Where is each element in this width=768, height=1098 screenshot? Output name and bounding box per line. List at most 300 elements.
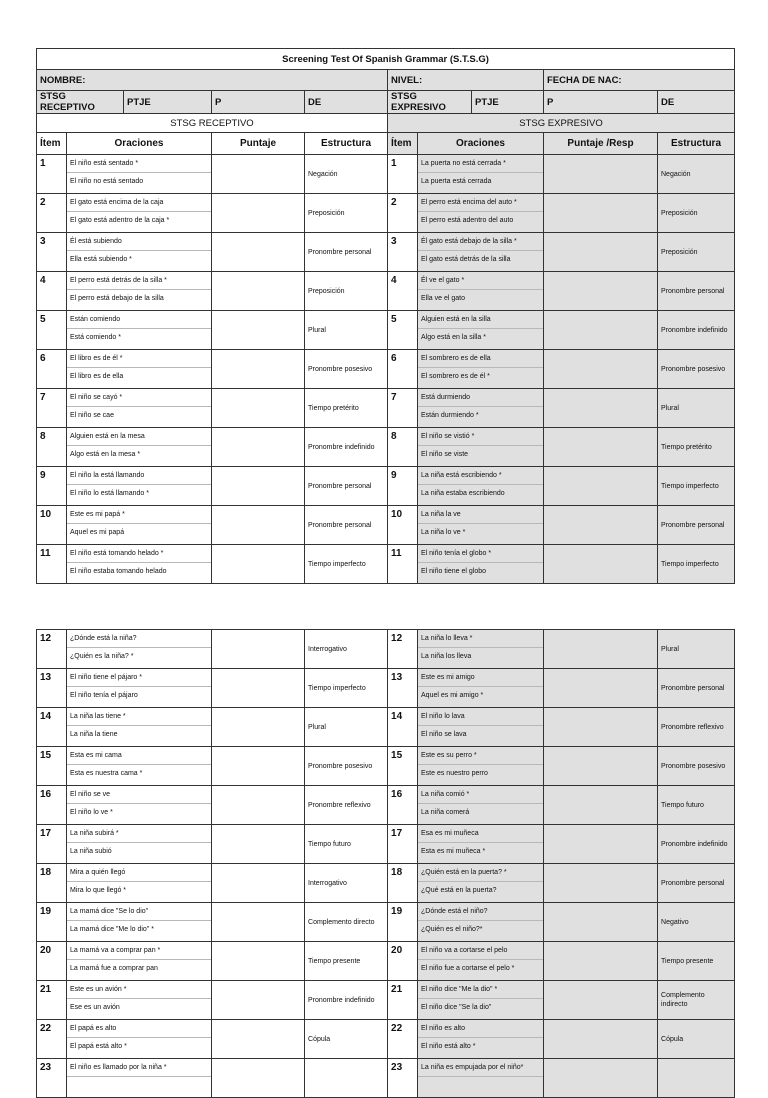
- puntaje-resp-cell[interactable]: [544, 786, 658, 825]
- receptive-sentences: [67, 389, 212, 428]
- expressive-sentences: [418, 630, 544, 669]
- nivel-field[interactable]: NIVEL:: [388, 70, 544, 91]
- receptive-structure: Pronombre personal: [305, 506, 388, 545]
- col-item: Ítem: [37, 133, 67, 155]
- expressive-sentence-a: Él ve el gato *: [421, 277, 465, 284]
- p-receptivo-field[interactable]: P: [212, 91, 305, 114]
- expressive-structure: Preposición: [658, 233, 735, 272]
- expressive-sentence-a: La niña es empujada por el niño*: [421, 1064, 524, 1071]
- table-row: [37, 194, 735, 233]
- table-row: [37, 311, 735, 350]
- table-row: [37, 506, 735, 545]
- receptive-structure: Negación: [305, 155, 388, 194]
- receptive-sentence-b: Esta es nuestra cama *: [67, 764, 211, 782]
- expressive-sentences: [418, 155, 544, 194]
- receptive-sentences: [67, 233, 212, 272]
- expressive-sentence-b: El niño se lava: [418, 725, 543, 743]
- receptive-sentences: [67, 545, 212, 584]
- receptive-sentence-b: El libro es de ella: [67, 367, 211, 385]
- col-puntaje: Puntaje: [212, 133, 305, 155]
- expressive-sentence-a: Este es mi amigo: [421, 674, 475, 681]
- item-number: 2: [37, 194, 67, 233]
- item-number-2: 14: [388, 708, 418, 747]
- expressive-sentences: [418, 1020, 544, 1059]
- item-number: 20: [37, 942, 67, 981]
- expressive-sentence-b: El gato está detrás de la silla: [418, 250, 543, 268]
- expressive-structure: Negación: [658, 155, 735, 194]
- receptive-structure: Tiempo pretérito: [305, 389, 388, 428]
- expressive-sentences: [418, 389, 544, 428]
- expressive-sentence-a: Él gato está debajo de la silla *: [421, 238, 517, 245]
- col-oraciones-2: Oraciones: [418, 133, 544, 155]
- item-number-2: 17: [388, 825, 418, 864]
- puntaje-cell[interactable]: [212, 708, 305, 747]
- receptive-structure: Tiempo futuro: [305, 825, 388, 864]
- expressive-sentence-a: La niña lo lleva *: [421, 635, 473, 642]
- puntaje-resp-cell[interactable]: [544, 864, 658, 903]
- expressive-sentences: [418, 428, 544, 467]
- expressive-sentences: [418, 350, 544, 389]
- de-receptivo-field[interactable]: DE: [305, 91, 388, 114]
- table-row: [37, 1020, 735, 1059]
- receptive-sentence-a: El niño es llamado por la niña *: [70, 1064, 167, 1071]
- expressive-structure: Tiempo pretérito: [658, 428, 735, 467]
- receptive-sentence-a: Él está subiendo: [70, 238, 122, 245]
- receptive-sentence-b: Algo está en la mesa *: [67, 445, 211, 463]
- receptive-sentences: [67, 1059, 212, 1098]
- receptive-structure: Complemento directo: [305, 903, 388, 942]
- item-number-2: 9: [388, 467, 418, 506]
- expressive-sentence-b: La niña lo ve *: [418, 523, 543, 541]
- table-row: [37, 942, 735, 981]
- receptive-structure: Preposición: [305, 194, 388, 233]
- expressive-sentence-b: ¿Qué está en la puerta?: [418, 881, 543, 899]
- receptive-sentences: [67, 903, 212, 942]
- expressive-sentences: [418, 669, 544, 708]
- expressive-sentence-a: El niño lo lava: [421, 713, 465, 720]
- puntaje-cell[interactable]: [212, 942, 305, 981]
- item-number-2: 13: [388, 669, 418, 708]
- puntaje-resp-cell[interactable]: [544, 155, 658, 194]
- expressive-sentence-b: [418, 1076, 543, 1094]
- receptive-sentences: [67, 311, 212, 350]
- puntaje-cell[interactable]: [212, 1059, 305, 1098]
- item-number: 14: [37, 708, 67, 747]
- receptive-sentence-a: El niño se cayó *: [70, 394, 123, 401]
- expressive-sentences: [418, 545, 544, 584]
- expressive-sentence-a: Alguien está en la silla: [421, 316, 491, 323]
- receptive-structure: Interrogativo: [305, 864, 388, 903]
- expressive-structure: Pronombre personal: [658, 669, 735, 708]
- receptive-sentence-b: El gato está adentro de la caja *: [67, 211, 211, 229]
- puntaje-resp-cell[interactable]: [544, 272, 658, 311]
- expressive-sentence-a: El niño tenía el globo *: [421, 550, 492, 557]
- table-row: [37, 467, 735, 506]
- receptive-structure: Tiempo presente: [305, 942, 388, 981]
- receptive-sentence-a: Este es mi papá *: [70, 511, 125, 518]
- receptive-sentence-a: La mamá dice "Se lo dio": [70, 908, 149, 915]
- receptive-structure: Plural: [305, 708, 388, 747]
- puntaje-resp-cell[interactable]: [544, 903, 658, 942]
- receptive-structure: Pronombre personal: [305, 233, 388, 272]
- puntaje-cell[interactable]: [212, 903, 305, 942]
- item-number: 7: [37, 389, 67, 428]
- receptive-sentence-a: ¿Dónde está la niña?: [70, 635, 137, 642]
- item-number-2: 12: [388, 630, 418, 669]
- receptive-sentences: [67, 942, 212, 981]
- receptive-sentence-b: [67, 1076, 211, 1094]
- item-number: 3: [37, 233, 67, 272]
- expressive-structure: Tiempo futuro: [658, 786, 735, 825]
- item-number: 21: [37, 981, 67, 1020]
- puntaje-resp-cell[interactable]: [544, 942, 658, 981]
- table-row: [37, 903, 735, 942]
- receptive-sentence-a: La niña las tiene *: [70, 713, 126, 720]
- expressive-structure: Plural: [658, 630, 735, 669]
- puntaje-cell[interactable]: [212, 545, 305, 584]
- item-number-2: 5: [388, 311, 418, 350]
- stsg-form-page2: [36, 629, 735, 1098]
- de-expresivo-field[interactable]: DE: [658, 91, 735, 114]
- item-number-2: 2: [388, 194, 418, 233]
- expressive-sentence-a: ¿Quién está en la puerta? *: [421, 869, 507, 876]
- expressive-sentence-a: La puerta no está cerrada *: [421, 160, 506, 167]
- table-row: [37, 825, 735, 864]
- expressive-structure: Pronombre indefinido: [658, 311, 735, 350]
- expressive-sentence-a: Esa es mi muñeca: [421, 830, 479, 837]
- expressive-structure: Preposición: [658, 194, 735, 233]
- form-title: Screening Test Of Spanish Grammar (S.T.S.G): [37, 49, 735, 70]
- receptive-sentence-b: La niña subió: [67, 842, 211, 860]
- col-estructura: Estructura: [305, 133, 388, 155]
- col-oraciones: Oraciones: [67, 133, 212, 155]
- receptive-sentence-b: El papá está alto *: [67, 1037, 211, 1055]
- item-number-2: 6: [388, 350, 418, 389]
- fecha-nac-field[interactable]: FECHA DE NAC:: [544, 70, 735, 91]
- puntaje-resp-cell[interactable]: [544, 428, 658, 467]
- item-number-2: 22: [388, 1020, 418, 1059]
- item-number-2: 3: [388, 233, 418, 272]
- item-number-2: 10: [388, 506, 418, 545]
- receptive-structure: Plural: [305, 311, 388, 350]
- expressive-sentence-a: El perro está encima del auto *: [421, 199, 517, 206]
- receptive-sentence-b: Está comiendo *: [67, 328, 211, 346]
- table-row: [37, 630, 735, 669]
- expressive-sentence-a: Este es su perro *: [421, 752, 477, 759]
- ptje-expresivo-field[interactable]: PTJE: [472, 91, 544, 114]
- receptive-structure: Interrogativo: [305, 630, 388, 669]
- expressive-sentences: [418, 233, 544, 272]
- expressive-sentences: [418, 825, 544, 864]
- item-number-2: 4: [388, 272, 418, 311]
- receptive-sentences: [67, 194, 212, 233]
- table-row: [37, 155, 735, 194]
- expressive-sentences: [418, 1059, 544, 1098]
- item-number: 5: [37, 311, 67, 350]
- table-row: [37, 428, 735, 467]
- expressive-structure: Cópula: [658, 1020, 735, 1059]
- expressive-sentence-a: El niño se vistió *: [421, 433, 475, 440]
- item-number-2: 20: [388, 942, 418, 981]
- item-number: 19: [37, 903, 67, 942]
- receptive-sentence-a: El papá es alto: [70, 1025, 117, 1032]
- receptive-sentence-b: Aquel es mi papá: [67, 523, 211, 541]
- expressive-structure: [658, 1059, 735, 1098]
- expressive-structure: Tiempo imperfecto: [658, 545, 735, 584]
- item-number-2: 18: [388, 864, 418, 903]
- puntaje-cell[interactable]: [212, 669, 305, 708]
- puntaje-cell[interactable]: [212, 747, 305, 786]
- table-row: [37, 545, 735, 584]
- receptive-sentence-b: Mira lo que llegó *: [67, 881, 211, 899]
- receptive-sentences: [67, 428, 212, 467]
- receptive-sentence-b: Ese es un avión: [67, 998, 211, 1016]
- receptive-sentences: [67, 630, 212, 669]
- puntaje-cell[interactable]: [212, 389, 305, 428]
- expressive-sentence-b: Aquel es mi amigo *: [418, 686, 543, 704]
- receptive-sentence-b: El niño se cae: [67, 406, 211, 424]
- puntaje-resp-cell[interactable]: [544, 630, 658, 669]
- receptive-structure: Pronombre personal: [305, 467, 388, 506]
- expressive-sentence-a: La niña está escribiendo *: [421, 472, 502, 479]
- puntaje-cell[interactable]: [212, 155, 305, 194]
- expressive-sentence-b: El niño se viste: [418, 445, 543, 463]
- expressive-sentence-b: El perro está adentro del auto: [418, 211, 543, 229]
- item-number: 6: [37, 350, 67, 389]
- expressive-sentence-a: La niña comió *: [421, 791, 470, 798]
- receptive-sentence-a: La niña subirá *: [70, 830, 119, 837]
- table-row: [37, 389, 735, 428]
- item-number: 10: [37, 506, 67, 545]
- puntaje-resp-cell[interactable]: [544, 311, 658, 350]
- expressive-sentence-b: El niño fue a cortarse el pelo *: [418, 959, 543, 977]
- puntaje-resp-cell[interactable]: [544, 194, 658, 233]
- expressive-sentence-a: El niño va a cortarse el pelo: [421, 947, 508, 954]
- puntaje-resp-cell[interactable]: [544, 981, 658, 1020]
- item-number-2: 23: [388, 1059, 418, 1098]
- expressive-sentences: [418, 864, 544, 903]
- puntaje-cell[interactable]: [212, 467, 305, 506]
- table-row: [37, 786, 735, 825]
- expressive-structure: Pronombre personal: [658, 506, 735, 545]
- table-row: [37, 1059, 735, 1098]
- item-number: 11: [37, 545, 67, 584]
- receptive-sentences: [67, 825, 212, 864]
- receptive-sentences: [67, 506, 212, 545]
- expressive-sentences: [418, 708, 544, 747]
- receptive-sentence-a: El niño está sentado *: [70, 160, 139, 167]
- puntaje-cell[interactable]: [212, 428, 305, 467]
- receptive-sentence-a: El niño se ve: [70, 791, 111, 798]
- table-row: [37, 864, 735, 903]
- receptive-structure: Pronombre posesivo: [305, 350, 388, 389]
- item-number-2: 15: [388, 747, 418, 786]
- section-receptivo: STSG RECEPTIVO: [37, 114, 388, 133]
- receptive-structure: Tiempo imperfecto: [305, 669, 388, 708]
- table-row: [37, 669, 735, 708]
- item-number: 12: [37, 630, 67, 669]
- receptive-sentence-a: Mira a quién llegó: [70, 869, 126, 876]
- receptive-structure: Pronombre indefinido: [305, 981, 388, 1020]
- receptive-sentence-a: El niño la está llamando: [70, 472, 145, 479]
- expressive-sentences: [418, 311, 544, 350]
- expressive-sentence-b: Algo está en la silla *: [418, 328, 543, 346]
- puntaje-resp-cell[interactable]: [544, 467, 658, 506]
- receptive-structure: Pronombre reflexivo: [305, 786, 388, 825]
- expressive-sentence-a: La niña la ve: [421, 511, 461, 518]
- receptive-sentence-b: El niño lo está llamando *: [67, 484, 211, 502]
- expressive-sentences: [418, 786, 544, 825]
- expressive-structure: Pronombre reflexivo: [658, 708, 735, 747]
- expressive-structure: Pronombre posesivo: [658, 350, 735, 389]
- expressive-sentence-b: El niño tiene el globo: [418, 562, 543, 580]
- item-number-2: 21: [388, 981, 418, 1020]
- puntaje-cell[interactable]: [212, 506, 305, 545]
- table-row: [37, 708, 735, 747]
- stsg-receptivo-label: STSG RECEPTIVO: [37, 91, 124, 114]
- item-number-2: 1: [388, 155, 418, 194]
- ptje-receptivo-field[interactable]: PTJE: [124, 91, 212, 114]
- expressive-sentences: [418, 467, 544, 506]
- expressive-structure: Negativo: [658, 903, 735, 942]
- puntaje-resp-cell[interactable]: [544, 1020, 658, 1059]
- puntaje-resp-cell[interactable]: [544, 669, 658, 708]
- puntaje-cell[interactable]: [212, 825, 305, 864]
- puntaje-cell[interactable]: [212, 272, 305, 311]
- receptive-structure: Pronombre posesivo: [305, 747, 388, 786]
- puntaje-resp-cell[interactable]: [544, 545, 658, 584]
- receptive-sentences: [67, 708, 212, 747]
- puntaje-resp-cell[interactable]: [544, 747, 658, 786]
- expressive-sentences: [418, 981, 544, 1020]
- expressive-sentence-b: La niña los lleva: [418, 647, 543, 665]
- expressive-sentence-a: El niño es alto: [421, 1025, 465, 1032]
- expressive-sentence-b: El niño está alto *: [418, 1037, 543, 1055]
- receptive-sentence-a: Este es un avión *: [70, 986, 127, 993]
- puntaje-cell[interactable]: [212, 350, 305, 389]
- expressive-sentence-a: El sombrero es de ella: [421, 355, 491, 362]
- receptive-structure: Pronombre indefinido: [305, 428, 388, 467]
- puntaje-cell[interactable]: [212, 864, 305, 903]
- receptive-sentences: [67, 786, 212, 825]
- expressive-sentences: [418, 272, 544, 311]
- nombre-field[interactable]: NOMBRE:: [37, 70, 388, 91]
- item-number: 23: [37, 1059, 67, 1098]
- receptive-sentence-b: La mamá fue a comprar pan: [67, 959, 211, 977]
- puntaje-resp-cell[interactable]: [544, 233, 658, 272]
- expressive-structure: Pronombre posesivo: [658, 747, 735, 786]
- expressive-sentences: [418, 942, 544, 981]
- puntaje-cell[interactable]: [212, 233, 305, 272]
- item-number-2: 7: [388, 389, 418, 428]
- receptive-sentence-b: ¿Quién es la niña? *: [67, 647, 211, 665]
- expressive-sentence-b: El niño dice "Se la dio": [418, 998, 543, 1016]
- puntaje-cell[interactable]: [212, 311, 305, 350]
- expressive-structure: Tiempo presente: [658, 942, 735, 981]
- receptive-structure: Tiempo imperfecto: [305, 545, 388, 584]
- receptive-sentence-a: El perro está detrás de la silla *: [70, 277, 167, 284]
- receptive-structure: Cópula: [305, 1020, 388, 1059]
- puntaje-cell[interactable]: [212, 1020, 305, 1059]
- item-number: 8: [37, 428, 67, 467]
- receptive-sentences: [67, 155, 212, 194]
- item-number-2: 16: [388, 786, 418, 825]
- expressive-structure: Tiempo imperfecto: [658, 467, 735, 506]
- puntaje-cell[interactable]: [212, 194, 305, 233]
- expressive-sentences: [418, 903, 544, 942]
- expressive-structure: Complemento indirecto: [658, 981, 735, 1020]
- expressive-sentence-b: ¿Quién es el niño?*: [418, 920, 543, 938]
- expressive-sentence-b: La niña comerá: [418, 803, 543, 821]
- receptive-sentence-a: El niño tiene el pájaro *: [70, 674, 142, 681]
- receptive-structure: Preposición: [305, 272, 388, 311]
- receptive-sentences: [67, 467, 212, 506]
- item-number: 13: [37, 669, 67, 708]
- expressive-sentence-b: La niña estaba escribiendo: [418, 484, 543, 502]
- puntaje-resp-cell[interactable]: [544, 1059, 658, 1098]
- table-row: [37, 272, 735, 311]
- receptive-sentence-b: El niño lo ve *: [67, 803, 211, 821]
- expressive-sentence-b: El sombrero es de él *: [418, 367, 543, 385]
- receptive-sentences: [67, 1020, 212, 1059]
- item-number: 1: [37, 155, 67, 194]
- item-number: 4: [37, 272, 67, 311]
- receptive-sentence-a: El gato está encima de la caja: [70, 199, 164, 206]
- receptive-sentence-a: El libro es de él *: [70, 355, 123, 362]
- expressive-structure: Pronombre personal: [658, 864, 735, 903]
- puntaje-resp-cell[interactable]: [544, 350, 658, 389]
- col-item-2: Ítem: [388, 133, 418, 155]
- expressive-sentence-b: La puerta está cerrada: [418, 172, 543, 190]
- puntaje-resp-cell[interactable]: [544, 506, 658, 545]
- receptive-sentence-b: La niña la tiene: [67, 725, 211, 743]
- puntaje-resp-cell[interactable]: [544, 825, 658, 864]
- table-row: [37, 233, 735, 272]
- puntaje-cell[interactable]: [212, 630, 305, 669]
- receptive-sentences: [67, 981, 212, 1020]
- receptive-sentences: [67, 747, 212, 786]
- expressive-sentence-b: Están durmiendo *: [418, 406, 543, 424]
- table-row: [37, 981, 735, 1020]
- item-number: 18: [37, 864, 67, 903]
- table-row: [37, 747, 735, 786]
- expressive-sentences: [418, 747, 544, 786]
- receptive-sentence-a: Alguien está en la mesa: [70, 433, 145, 440]
- expressive-sentence-b: Este es nuestro perro: [418, 764, 543, 782]
- puntaje-cell[interactable]: [212, 981, 305, 1020]
- puntaje-cell[interactable]: [212, 786, 305, 825]
- puntaje-resp-cell[interactable]: [544, 708, 658, 747]
- receptive-sentences: [67, 350, 212, 389]
- receptive-sentences: [67, 272, 212, 311]
- table-row: [37, 350, 735, 389]
- receptive-sentence-a: El niño está tomando helado *: [70, 550, 164, 557]
- item-number-2: 19: [388, 903, 418, 942]
- stsg-expresivo-label: STSG EXPRESIVO: [388, 91, 472, 114]
- p-expresivo-field[interactable]: P: [544, 91, 658, 114]
- receptive-sentence-a: Están comiendo: [70, 316, 121, 323]
- expressive-structure: Pronombre personal: [658, 272, 735, 311]
- item-number: 15: [37, 747, 67, 786]
- puntaje-resp-cell[interactable]: [544, 389, 658, 428]
- expressive-sentences: [418, 194, 544, 233]
- item-number: 22: [37, 1020, 67, 1059]
- receptive-sentence-b: El niño no está sentado: [67, 172, 211, 190]
- receptive-sentence-b: El niño estaba tomando helado: [67, 562, 211, 580]
- expressive-sentence-a: ¿Dónde está el niño?: [421, 908, 488, 915]
- expressive-sentence-a: Está durmiendo: [421, 394, 471, 401]
- expressive-sentence-b: Esta es mi muñeca *: [418, 842, 543, 860]
